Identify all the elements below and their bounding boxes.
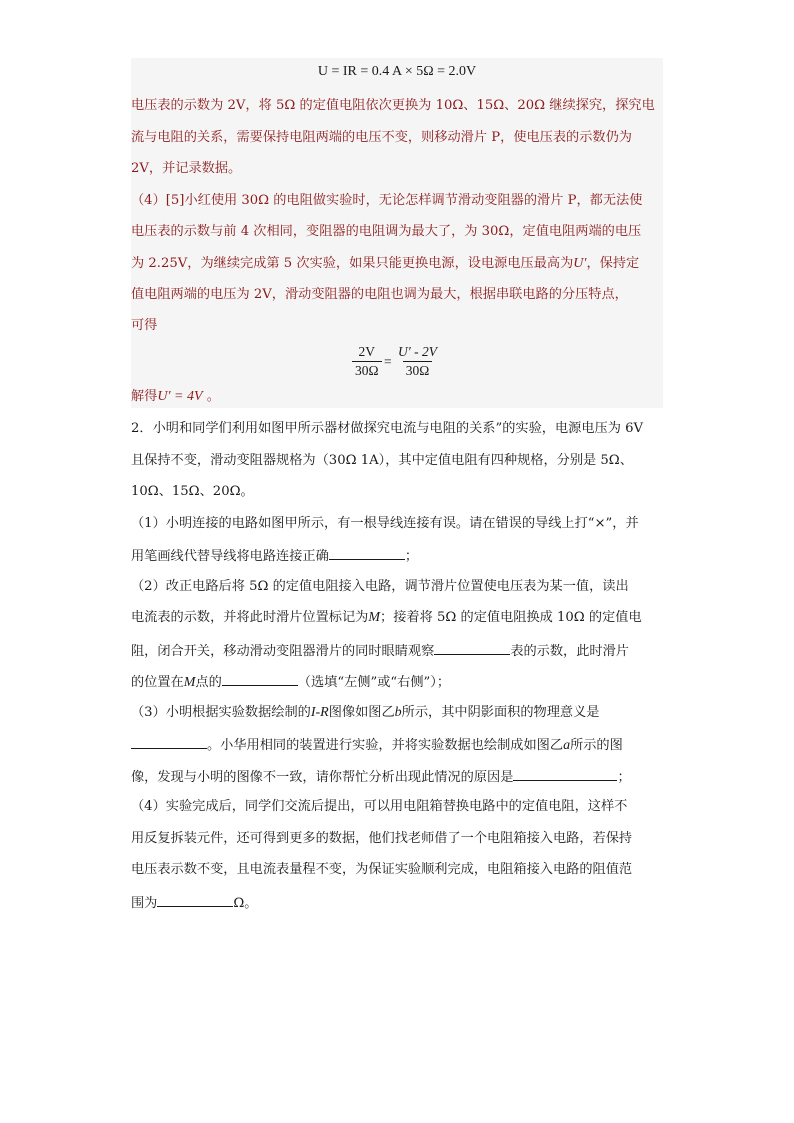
subquestion-4-line-4: 围为 Ω。 — [131, 892, 258, 914]
solution-result: 解得U′ = 4V 。 — [131, 389, 220, 404]
answer-blank-1[interactable] — [329, 545, 405, 560]
fraction-right-denominator: 30Ω — [403, 361, 433, 379]
subquestion-3-line-1: （3）小明根据实验数据绘制的I-R图像如图乙b所示，其中阴影面积的物理意义是 — [131, 705, 600, 720]
solution-line-5: 电压表的示数与前 4 次相同，变阻器的电阻调为最大了，为 30Ω，定值电阻两端的电压 — [131, 224, 642, 239]
question-line-2: 且保持不变，滑动变阻器规格为（30Ω 1A），其中定值电阻有四种规格，分别是 5Ω、 — [131, 453, 633, 468]
subquestion-2-line-4: 的位置在M点的 （选填“左侧”或“右侧”）； — [131, 671, 450, 693]
subquestion-1-line-2: 用笔画线代替导线将电路连接正确 ； — [131, 545, 418, 567]
question-line-3: 10Ω、15Ω、20Ω。 — [131, 484, 254, 499]
solution-line-7: 值电阻两端的电压为 2V，滑动变阻器的电阻也调为最大，根据串联电路的分压特点， — [131, 287, 628, 302]
solution-line-4: （4）[5]小红使用 30Ω 的电阻做实验时，无论怎样调节滑动变阻器的滑片 P，都无法使 — [131, 193, 643, 208]
answer-blank-5[interactable] — [513, 766, 617, 781]
subquestion-3-line-2: 。小华用相同的装置进行实验，并将实验数据也绘制成如图乙a所示的图 — [131, 734, 623, 756]
fraction-right-numerator: U′ - 2V — [398, 344, 437, 359]
solution-line-1: 电压表的示数为 2V，将 5Ω 的定值电阻依次更换为 10Ω、15Ω、20Ω 继续探究，探究电 — [131, 98, 655, 113]
equals-sign: = — [384, 354, 392, 369]
subquestion-4-line-1: （4）实验完成后，同学们交流后提出，可以用电阻箱替换电路中的定值电阻，这样不 — [131, 799, 628, 814]
subquestion-4-line-3: 电压表示数不变，且电流表量程不变，为保证实验顺利完成，电阻箱接入电路的阻值范 — [131, 862, 633, 877]
solution-line-2: 流与电阻的关系，需要保持电阻两端的电压不变，则移动滑片 P，使电压表的示数仍为 — [131, 130, 632, 145]
subquestion-2-line-3: 阻，闭合开关，移动滑动变阻器滑片的同时眼睛观察 表的示数，此时滑片 — [131, 640, 629, 662]
subquestion-4-line-2: 用反复拆装元件，还可得到更多的数据，他们找老师借了一个电阻箱接入电路，若保持 — [131, 831, 633, 846]
result-value: U′ = 4V — [157, 389, 203, 404]
answer-blank-3[interactable] — [222, 671, 298, 686]
fraction-left-numerator: 2V — [358, 344, 376, 359]
solution-line-8: 可得 — [131, 318, 158, 333]
subquestion-1-line-1: （1）小明连接的电路如图甲所示，有一根导线连接有误。请在错误的导线上打“×”，并 — [131, 516, 639, 531]
solution-line-3: 2V，并记录数据。 — [131, 161, 242, 176]
answer-blank-4[interactable] — [131, 734, 207, 749]
fraction-left — [352, 344, 382, 379]
question-line-1: 2．小明和同学们利用如图甲所示器材做探究电流与电阻的关系”的实验，电源电压为 6V — [131, 421, 643, 436]
voltage-variable: U′ — [573, 256, 587, 271]
subquestion-3-line-3: 像，发现与小明的图像不一致，请你帮忙分析出现此情况的原因是 ； — [131, 766, 631, 788]
fraction-left-denominator: 30Ω — [352, 361, 382, 379]
fraction-right — [395, 344, 440, 379]
answer-blank-6[interactable] — [157, 892, 233, 907]
answer-blank-2[interactable] — [434, 640, 510, 655]
subquestion-2-line-1: （2）改正电路后将 5Ω 的定值电阻接入电路，调节滑片位置使电压表为某一值，读出 — [131, 579, 629, 594]
solution-line-6: 为 2.25V，为继续完成第 5 次实验，如果只能更换电源，设电源电压最高为U′，保持定 — [131, 256, 640, 271]
subquestion-2-line-2: 电流表的示数，并将此时滑片位置标记为M；接着将 5Ω 的定值电阻换成 10Ω 的定值电 — [131, 610, 642, 625]
equation-text: U = IR = 0.4 A × 5Ω = 2.0V — [317, 64, 477, 79]
ohm-law-equation — [131, 64, 663, 80]
